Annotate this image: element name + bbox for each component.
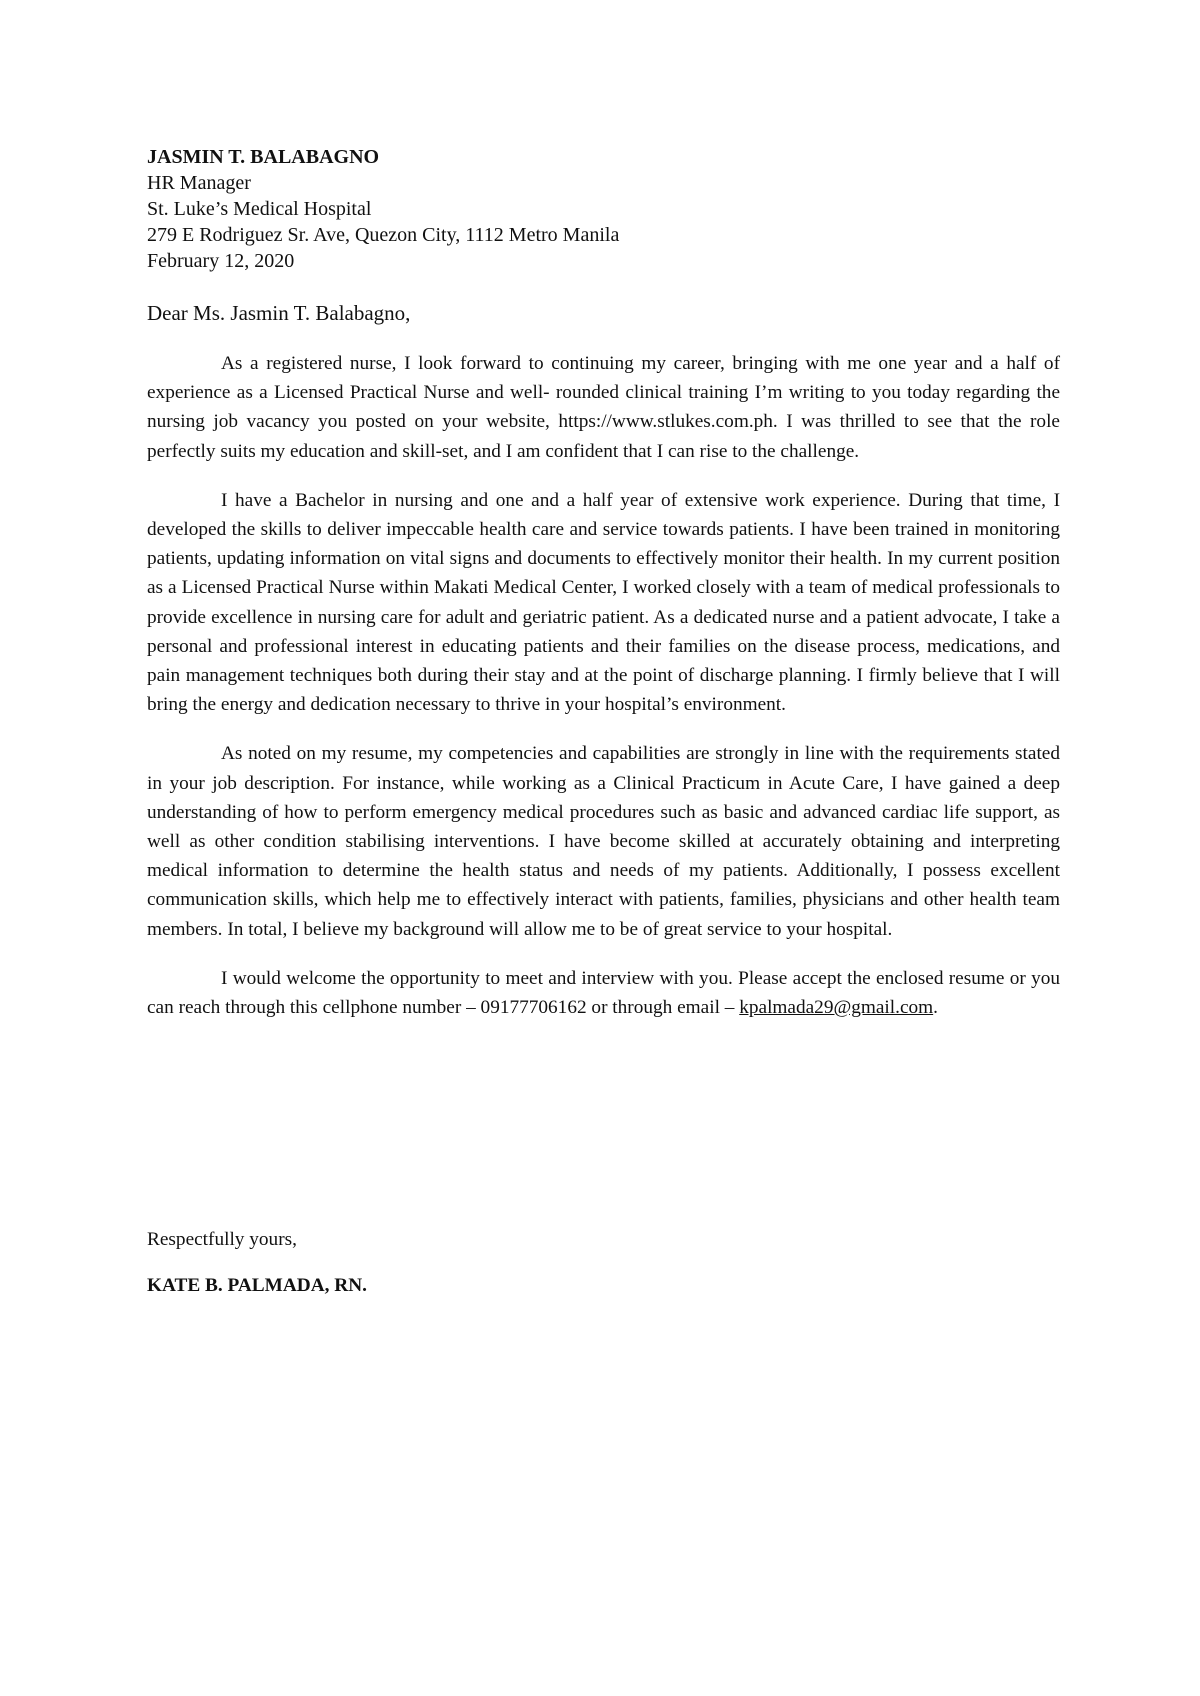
paragraph-4-text: I would welcome the opportunity to meet and interview with you. Please accept the enclosed resume or you can reach through this cellphone number – 09177706162 or through email –: [147, 967, 1060, 1019]
recipient-name: JASMIN T. BALABAGNO: [147, 146, 380, 168]
body-paragraph-2: I have a Bachelor in nursing and one and a half year of extensive work experience. During that time, I developed the skills to deliver impeccable health care and service towards patients. I have been trained in monitoring patients, updating information on vital signs and documents to effectively monitor their health. In my current position as a Licensed Practical Nurse within Makati Medical Center, I worked closely with a team of medical professionals to provide excellence in nursing care for adult and geriatric patient. As a dedicated nurse and a patient advocate, I take a personal and professional interest in educating patients and their families on the disease process, medications, and pain management techniques both during their stay and at the point of discharge planning. I firmly believe that I will bring the energy and dedication necessary to thrive in your hospital’s environment.: [147, 489, 1060, 716]
body-paragraph-4: [147, 964, 1060, 1022]
body-paragraph-3: As noted on my resume, my competencies and capabilities are strongly in line with the requirements stated in your job description. For instance, while working as a Clinical Practicum in Acute Care, I have gained a deep understanding of how to perform emergency medical procedures such as basic and advanced cardiac life support, as well as other condition stabilising interventions. I have become skilled at accurately obtaining and interpreting medical information to determine the health status and needs of my patients. Additionally, I possess excellent communication skills, which help me to effectively interact with patients, families, physicians and other health team members. In total, I believe my background will allow me to be of great service to your hospital.: [147, 743, 1060, 940]
paragraph-4-end: .: [933, 997, 938, 1019]
body-paragraph-1: As a registered nurse, I look forward to continuing my career, bringing with me one year and a half of experience as a Licensed Practical Nurse and well- rounded clinical training I’m writing to you today regarding the nursing job vacancy you posted on your website, https://www.stlukes.com.ph. I was thrilled to see that the role perfectly suits my education and skill-set, and I am confident that I can rise to the challenge.: [147, 353, 1060, 462]
recipient-title: HR Manager: [147, 172, 251, 194]
recipient-address-block: [147, 144, 1060, 274]
letter-date: February 12, 2020: [147, 250, 295, 272]
email-link[interactable]: kpalmada29@gmail.com: [739, 997, 934, 1019]
salutation: Dear Ms. Jasmin T. Balabagno,: [147, 301, 411, 325]
letter-page: [147, 144, 1060, 1296]
recipient-organization: St. Luke’s Medical Hospital: [147, 198, 372, 220]
closing: Respectfully yours,: [147, 1229, 297, 1250]
recipient-address: 279 E Rodriguez Sr. Ave, Quezon City, 1112 Metro Manila: [147, 224, 620, 246]
signature-name: KATE B. PALMADA, RN.: [147, 1275, 367, 1296]
